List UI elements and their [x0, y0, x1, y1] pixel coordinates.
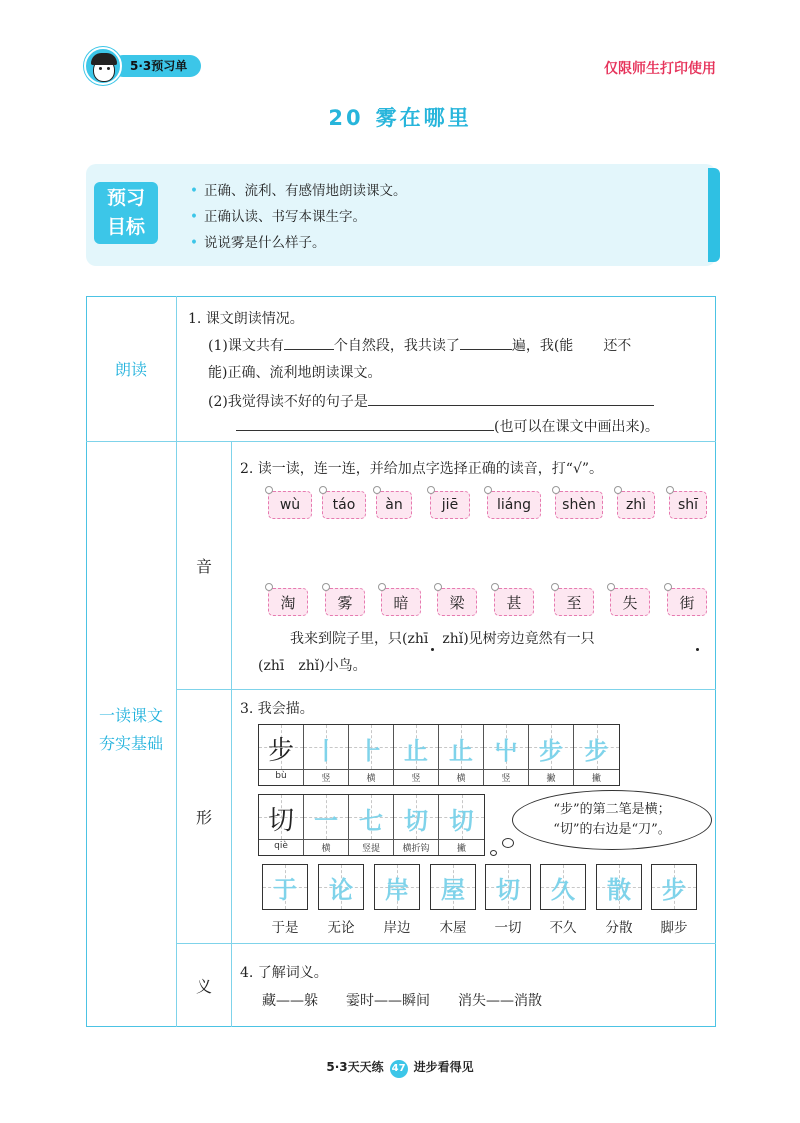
grid-cell[interactable]: [304, 725, 349, 785]
grid-cell[interactable]: [484, 725, 529, 785]
answer-blank[interactable]: [368, 392, 654, 406]
badge-label: 5·3预习单: [112, 55, 201, 77]
trace-stroke: 切: [404, 806, 428, 835]
stroke-grid-qie: [258, 794, 485, 856]
q1-title: 1. 课文朗读情况。: [188, 311, 304, 327]
char-pinyin: bù: [275, 771, 287, 781]
stroke-name: 竖: [321, 774, 331, 784]
word-grid[interactable]: [318, 864, 364, 910]
grid-cell[interactable]: [574, 725, 619, 785]
trace-char: 散: [607, 875, 631, 904]
trace-stroke: 屮: [494, 736, 518, 765]
stroke-name: 横: [456, 774, 466, 784]
trace-char: 切: [496, 875, 520, 904]
grid-cell: [259, 725, 304, 785]
hint-line: “步”的第二笔是横；: [553, 802, 671, 817]
trace-char: 步: [662, 875, 686, 904]
trace-stroke: 七: [359, 806, 383, 835]
word-grid[interactable]: [651, 864, 697, 910]
q4-pairs: 藏——躲 霎时——瞬间 消失——消散: [262, 993, 542, 1009]
header-badge: [84, 48, 201, 84]
trace-stroke: 步: [584, 736, 609, 765]
answer-blank[interactable]: [236, 417, 494, 431]
sub-label-meaning: 义: [195, 977, 212, 996]
word-grid[interactable]: [596, 864, 642, 910]
goals-label: [94, 182, 158, 244]
mascot-icon: [84, 47, 122, 85]
char-tag[interactable]: 淘: [268, 588, 308, 616]
grid-cell: [259, 795, 304, 855]
print-note: 仅限师生打印使用: [604, 61, 716, 77]
q1-line3: [208, 391, 654, 411]
q3-title: 3. 我会描。: [240, 701, 314, 717]
lesson-number: 20: [328, 106, 364, 130]
bubble-tail: [490, 850, 497, 856]
word-grid[interactable]: [374, 864, 420, 910]
divider: [176, 689, 716, 690]
word-label: 木屋: [439, 920, 467, 936]
trace-stroke: 步: [539, 736, 563, 765]
stroke-name: 撇: [546, 774, 556, 784]
q1-line2: 能)正确、流利地朗读课文。: [208, 365, 382, 381]
trace-char: 屋: [441, 875, 465, 904]
trace-stroke: 止: [404, 736, 428, 765]
word-grid[interactable]: [262, 864, 308, 910]
q1-text: 个自然段，我共读了: [333, 338, 460, 354]
basics-label-line1: 一读课文: [98, 706, 163, 725]
word-label: 分散: [605, 920, 633, 936]
char-tag[interactable]: 至: [554, 588, 594, 616]
q1-text: (也可以在课文中画出来)。: [494, 419, 659, 435]
section-label-reading: 朗读: [114, 360, 147, 379]
divider: [176, 943, 716, 944]
page-footer: [0, 1058, 800, 1078]
section-label-basics: [86, 690, 176, 770]
char-pinyin: qiè: [274, 841, 288, 851]
goals-list: [190, 178, 406, 256]
q1-text: 还不: [603, 338, 632, 354]
word-grid[interactable]: [485, 864, 531, 910]
pinyin-tag[interactable]: wù: [268, 491, 312, 519]
goal-item: • 正确、流利、有感情地朗读课文。: [190, 178, 406, 204]
pinyin-tag[interactable]: liáng: [487, 491, 541, 519]
preview-goals: [86, 164, 716, 266]
word-grid[interactable]: [540, 864, 586, 910]
grid-cell[interactable]: [349, 795, 394, 855]
q1-line4: [236, 416, 659, 436]
q1-text: (2)我觉得读不好的句子是: [208, 394, 368, 410]
pinyin-tag[interactable]: jiē: [430, 491, 470, 519]
word-label: 不久: [549, 920, 577, 936]
word-grid[interactable]: [430, 864, 476, 910]
stroke-name: 竖: [501, 774, 511, 784]
char-tag[interactable]: 梁: [437, 588, 477, 616]
pinyin-tag[interactable]: zhì: [617, 491, 655, 519]
answer-blank[interactable]: [284, 336, 334, 350]
divider: [176, 296, 177, 441]
grid-cell[interactable]: [439, 795, 484, 855]
q4-title: 4. 了解词义。: [240, 965, 328, 981]
lesson-name: 雾在哪里: [375, 106, 472, 130]
trace-char: 于: [273, 875, 297, 904]
grid-cell[interactable]: [529, 725, 574, 785]
goals-label-line1: 预习: [106, 187, 145, 209]
stroke-name: 横: [366, 774, 376, 784]
trace-stroke: 丨: [314, 736, 338, 765]
stroke-name: 竖提: [361, 844, 380, 854]
stroke-name: 横: [321, 844, 331, 854]
q1-line1: [208, 335, 631, 355]
sub-label-shape: 形: [195, 808, 212, 827]
goals-edge: [708, 168, 720, 262]
pinyin-tag[interactable]: shī: [669, 491, 707, 519]
trace-char: 论: [329, 875, 353, 904]
grid-cell[interactable]: [439, 725, 484, 785]
word-label: 于是: [271, 920, 299, 936]
lesson-title: [0, 102, 800, 132]
q1-text: (1)课文共有: [208, 338, 284, 354]
trace-char: 久: [551, 875, 575, 904]
grid-cell[interactable]: [394, 725, 439, 785]
trace-stroke: ⺊: [359, 736, 383, 765]
trace-stroke: 一: [314, 806, 338, 835]
q1-text: 遍，我(能: [511, 338, 574, 354]
pinyin-tag[interactable]: shèn: [555, 491, 603, 519]
goals-label-line2: 目标: [106, 216, 145, 238]
q2-sentence-line1: 我来到院子里，只(zhī zhǐ)见树旁边竟然有一只: [290, 631, 595, 647]
model-char: 切: [267, 805, 294, 836]
word-label: 岸边: [383, 920, 411, 936]
q2-title: 2. 读一读，连一连，并给加点字选择正确的读音，打“√”。: [240, 461, 604, 477]
q2-sentence-line2: (zhī zhǐ)小鸟。: [258, 658, 367, 674]
sub-label-sound: 音: [195, 557, 212, 576]
trace-char: 岸: [385, 875, 409, 904]
char-tag[interactable]: 甚: [494, 588, 534, 616]
char-tag[interactable]: 失: [610, 588, 650, 616]
pinyin-tag[interactable]: àn: [376, 491, 412, 519]
grid-cell[interactable]: [394, 795, 439, 855]
goal-item: • 正确认读、书写本课生字。: [190, 204, 406, 230]
hint-bubble: [512, 790, 712, 850]
goal-item: • 说说雾是什么样子。: [190, 230, 406, 256]
grid-cell[interactable]: [304, 795, 349, 855]
stroke-name: 撇: [456, 844, 466, 854]
emphasis-dot: [431, 648, 434, 651]
char-tag[interactable]: 街: [667, 588, 707, 616]
word-label: 脚步: [660, 920, 688, 936]
stroke-name: 横折钩: [402, 844, 430, 854]
stroke-name: 竖: [411, 774, 421, 784]
pinyin-tag[interactable]: táo: [322, 491, 366, 519]
bubble-tail: [502, 838, 514, 848]
char-tag[interactable]: 暗: [381, 588, 421, 616]
hint-line: “切”的右边是“刀”。: [553, 822, 671, 837]
page-number: 47: [390, 1060, 408, 1078]
word-label: 无论: [327, 920, 355, 936]
stroke-grid-bu: [258, 724, 620, 786]
stroke-name: 撇: [591, 774, 601, 784]
emphasis-dot: [696, 648, 699, 651]
basics-label-line2: 夯实基础: [98, 734, 163, 753]
word-label: 一切: [494, 920, 522, 936]
divider: [231, 441, 232, 1027]
model-char: 步: [267, 735, 294, 766]
grid-cell[interactable]: [349, 725, 394, 785]
footer-left: 5·3天天练: [326, 1060, 384, 1074]
footer-right: 进步看得见: [413, 1060, 474, 1074]
trace-stroke: 止: [449, 736, 473, 765]
answer-blank[interactable]: [460, 336, 512, 350]
char-tag[interactable]: 雾: [325, 588, 365, 616]
trace-stroke: 切: [449, 806, 474, 835]
